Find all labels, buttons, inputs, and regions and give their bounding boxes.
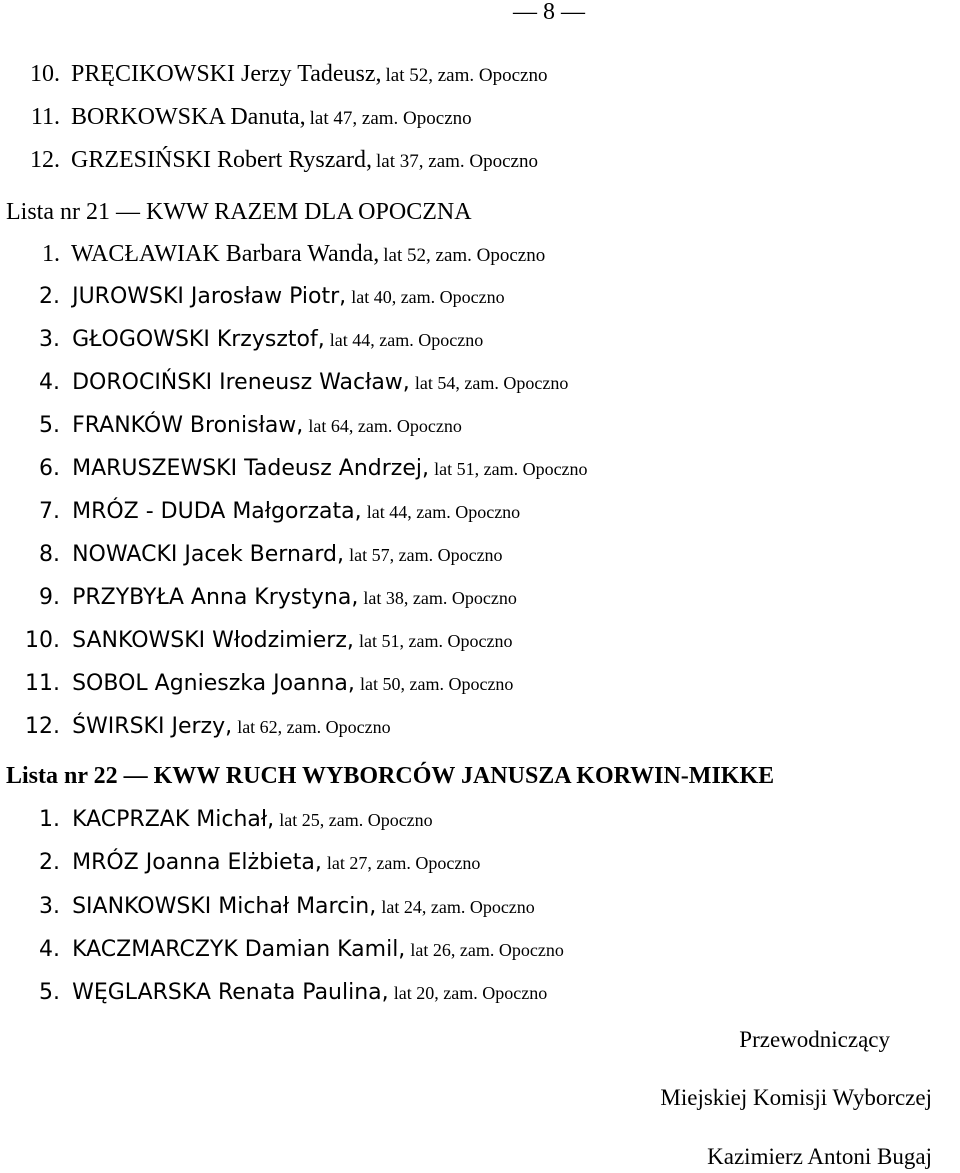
candidate-name: GŁOGOWSKI Krzysztof, — [72, 327, 325, 352]
list-item — [0, 454, 588, 485]
candidate-number: 11. — [30, 104, 60, 130]
candidate-number: 11. — [25, 671, 60, 696]
candidate-number: 4. — [39, 370, 60, 395]
list-22-header: Lista nr 22 — KWW RUCH WYBORCÓW JANUSZA KORWIN-MIKKE — [6, 763, 775, 789]
candidate-name: PRĘCIKOWSKI Jerzy Tadeusz, — [71, 61, 382, 87]
candidate-number: 1. — [42, 241, 60, 267]
candidate-name: NOWACKI Jacek Bernard, — [72, 542, 345, 567]
candidate-number: 2. — [39, 284, 60, 309]
candidate-name: FRANKÓW Bronisław, — [72, 413, 304, 438]
candidate-name: SANKOWSKI Włodzimierz, — [72, 628, 354, 653]
list-item — [0, 848, 480, 879]
candidate-meta: lat 27, zam. Opoczno — [326, 853, 481, 873]
candidate-meta: lat 51, zam. Opoczno — [434, 459, 588, 479]
list-item — [0, 59, 547, 92]
candidate-number: 10. — [30, 61, 60, 87]
candidate-number: 3. — [39, 327, 60, 352]
list-item — [0, 145, 538, 178]
candidate-meta: lat 54, zam. Opoczno — [414, 373, 569, 393]
candidate-meta: lat 51, zam. Opoczno — [359, 631, 513, 651]
candidate-name: SIANKOWSKI Michał Marcin, — [72, 894, 377, 919]
candidate-number: 1. — [39, 807, 60, 832]
candidate-meta: lat 52, zam. Opoczno — [383, 245, 546, 266]
candidate-meta: lat 64, zam. Opoczno — [308, 416, 462, 436]
candidate-meta: lat 62, zam. Opoczno — [237, 717, 391, 737]
signature-title: Przewodniczący — [739, 1027, 890, 1052]
signature-committee: Miejskiej Komisji Wyborczej — [660, 1085, 932, 1110]
candidate-number: 8. — [39, 542, 60, 567]
candidate-meta: lat 25, zam. Opoczno — [279, 810, 433, 830]
candidate-name: DOROCIŃSKI Ireneusz Wacław, — [72, 370, 410, 395]
list-item — [0, 497, 520, 528]
candidate-number: 6. — [39, 456, 60, 481]
candidate-meta: lat 26, zam. Opoczno — [410, 940, 564, 960]
candidate-name: JUROWSKI Jarosław Piotr, — [72, 284, 347, 309]
list-item — [0, 411, 462, 442]
page-number: — 8 — — [513, 0, 585, 25]
candidate-meta: lat 44, zam. Opoczno — [366, 502, 521, 522]
candidate-meta: lat 20, zam. Opoczno — [393, 983, 548, 1003]
candidate-name: MRÓZ Joanna Elżbieta, — [72, 850, 322, 875]
candidate-number: 5. — [39, 413, 60, 438]
list-item — [0, 239, 545, 272]
list-item — [0, 935, 564, 966]
list-item — [0, 669, 513, 700]
candidate-meta: lat 38, zam. Opoczno — [363, 588, 517, 608]
list-item — [0, 583, 517, 614]
list-item — [0, 805, 433, 836]
candidate-number: 5. — [39, 980, 60, 1005]
candidate-meta: lat 57, zam. Opoczno — [349, 545, 503, 565]
candidate-name: MRÓZ - DUDA Małgorzata, — [72, 499, 362, 524]
list-item — [0, 282, 505, 313]
candidate-name: GRZESIŃSKI Robert Ryszard, — [71, 147, 373, 173]
candidate-meta: lat 47, zam. Opoczno — [309, 108, 472, 129]
candidate-meta: lat 44, zam. Opoczno — [329, 330, 484, 350]
candidate-number: 12. — [25, 714, 60, 739]
candidate-number: 12. — [30, 147, 60, 173]
candidate-name: KACPRZAK Michał, — [72, 807, 275, 832]
candidate-name: PRZYBYŁA Anna Krystyna, — [72, 585, 359, 610]
candidate-meta: lat 24, zam. Opoczno — [381, 897, 535, 917]
list-item — [0, 102, 472, 135]
candidate-name: ŚWIRSKI Jerzy, — [72, 714, 233, 739]
candidate-number: 10. — [25, 628, 60, 653]
list-21-header: Lista nr 21 — KWW RAZEM DLA OPOCZNA — [6, 199, 472, 225]
list-item — [0, 325, 483, 356]
candidate-name: KACZMARCZYK Damian Kamil, — [72, 937, 406, 962]
candidate-meta: lat 37, zam. Opoczno — [376, 151, 538, 172]
signature-name: Kazimierz Antoni Bugaj — [707, 1144, 932, 1169]
candidate-name: BORKOWSKA Danuta, — [71, 104, 306, 130]
list-item — [0, 540, 503, 571]
list-item — [0, 712, 391, 743]
candidate-number: 9. — [39, 585, 60, 610]
list-item — [0, 368, 568, 399]
list-item — [0, 626, 512, 657]
candidate-name: WACŁAWIAK Barbara Wanda, — [71, 241, 380, 267]
candidate-meta: lat 40, zam. Opoczno — [351, 287, 505, 307]
candidate-number: 2. — [39, 850, 60, 875]
candidate-number: 4. — [39, 937, 60, 962]
candidate-number: 7. — [39, 499, 60, 524]
candidate-meta: lat 52, zam. Opoczno — [385, 65, 548, 86]
list-item — [0, 892, 535, 923]
candidate-name: SOBOL Agnieszka Joanna, — [72, 671, 355, 696]
candidate-name: MARUSZEWSKI Tadeusz Andrzej, — [72, 456, 429, 481]
list-item — [0, 978, 547, 1009]
candidate-name: WĘGLARSKA Renata Paulina, — [72, 980, 389, 1005]
candidate-number: 3. — [39, 894, 60, 919]
candidate-meta: lat 50, zam. Opoczno — [359, 674, 514, 694]
